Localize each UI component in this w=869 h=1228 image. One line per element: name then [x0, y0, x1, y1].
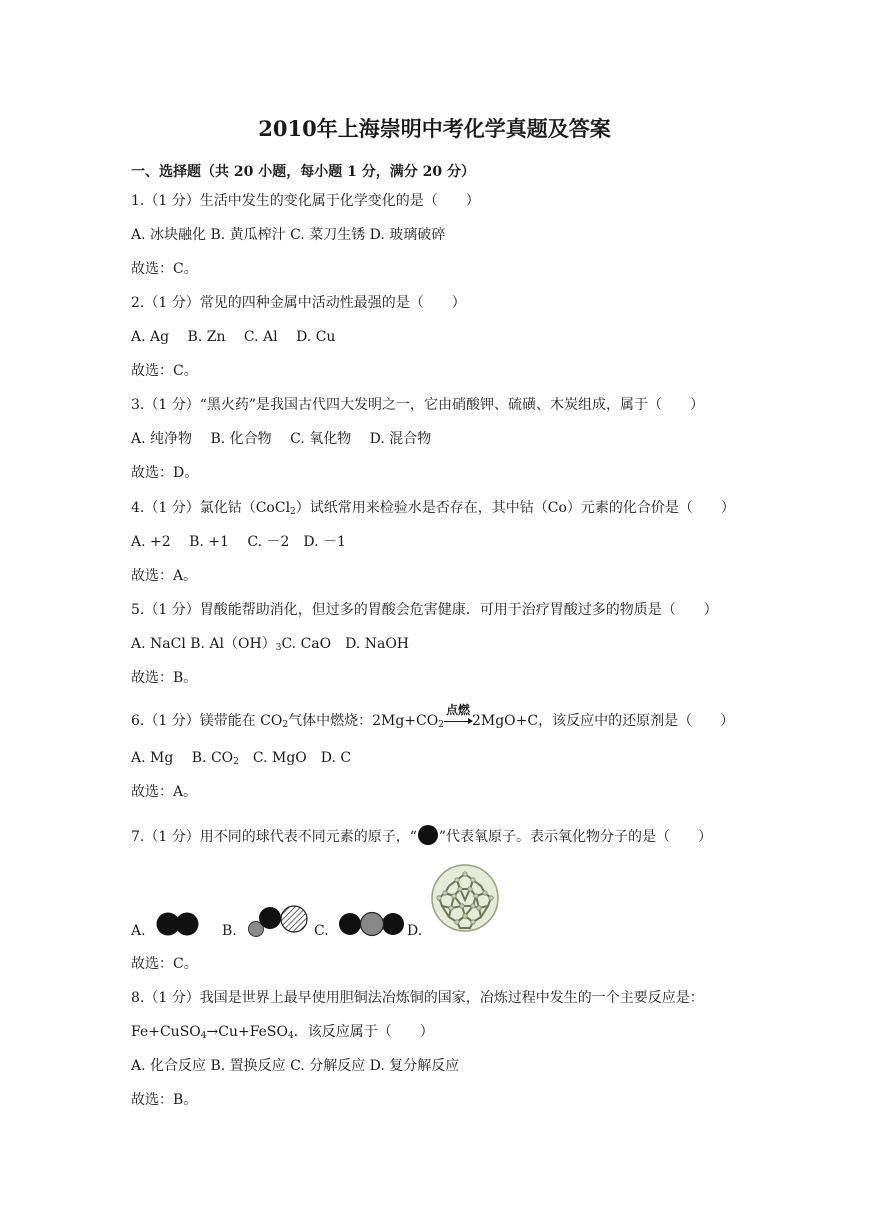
option-b-label: B. [222, 923, 237, 939]
molecule-c-icon [338, 910, 408, 938]
question-8-equation: Fe+CuSO$_4$→Cu+FeSO$_4$．该反应属于（ ） [131, 1024, 434, 1041]
question-7: 7.（1 分）用不同的球代表不同元素的原子，“ ”代表氧原子。表示氧化物分子的是（ ） [131, 825, 712, 847]
molecule-b-icon [245, 900, 313, 940]
option-c-label: C. [314, 923, 329, 939]
molecule-a-icon [155, 910, 201, 938]
question-4-options: A. +2 B. +1 C. －2 D. －1 [131, 534, 346, 550]
question-5-options: A. NaCl B. $Al(OH)_3C$. CaO D. NaOH [131, 636, 410, 653]
reaction-condition: 点燃 [445, 703, 470, 717]
reaction-arrow [444, 703, 472, 731]
question-8-answer: 故选：B。 [131, 1092, 198, 1108]
question-5: 5.（1 分）胃酸能帮助消化，但过多的胃酸会危害健康．可用于治疗胃酸过多的物质是（ ） [131, 602, 718, 618]
oxygen-atom-icon [418, 825, 438, 845]
question-2: 2.（1 分）常见的四种金属中活动性最强的是（ ） [131, 295, 466, 311]
c60-fullerene-icon [429, 862, 501, 934]
question-3: 3.（1 分）“黑火药”是我国古代四大发明之一，它由硝酸钾、硫磺、木炭组成，属于（ ） [131, 397, 705, 413]
question-3-options: A. 纯净物 B. 化合物 C. 氧化物 D. 混合物 [131, 431, 432, 447]
question-5-answer: 故选：B。 [131, 670, 198, 686]
arrow-right-icon [468, 718, 473, 724]
question-4-answer: 故选：A。 [131, 568, 198, 584]
question-7-answer: 故选：C。 [131, 956, 198, 972]
option-d-label: D. [407, 923, 423, 939]
question-6: 6.（1 分）镁带能在 $CO_2$气体中燃烧：$2Mg+CO_2$ 点燃 2MgO+C，该反应中的还原剂是（ ） [131, 711, 734, 735]
option-a-label: A. [131, 923, 146, 939]
question-2-options: A. Ag B. Zn C. Al D. Cu [131, 329, 336, 345]
page-title: 2010年上海崇明中考化学真题及答案 [258, 116, 611, 141]
question-3-answer: 故选：D。 [131, 465, 199, 481]
question-6-answer: 故选：A。 [131, 784, 198, 800]
question-2-answer: 故选：C。 [131, 363, 198, 379]
section-header: 一、选择题（共 20 小题，每小题 1 分，满分 20 分） [131, 164, 475, 180]
question-1-options: A. 冰块融化 B. 黄瓜榨汁 C. 菜刀生锈 D. 玻璃破碎 [131, 227, 446, 243]
question-1-answer: 故选：C。 [131, 261, 198, 277]
question-1: 1.（1 分）生活中发生的变化属于化学变化的是（ ） [131, 193, 480, 209]
question-4: 4.（1 分）氯化钴（CoCl$_2$）试纸常用来检验水是否存在，其中钴（Co）元素的化合价是（ ） [131, 500, 735, 517]
question-8-options: A. 化合反应 B. 置换反应 C. 分解反应 D. 复分解反应 [131, 1058, 460, 1074]
question-8: 8.（1 分）我国是世界上最早使用胆铜法冶炼铜的国家，冶炼过程中发生的一个主要反应是： [131, 990, 704, 1006]
question-6-options: A. Mg B. $CO_2$ C. MgO D. C [131, 750, 352, 767]
